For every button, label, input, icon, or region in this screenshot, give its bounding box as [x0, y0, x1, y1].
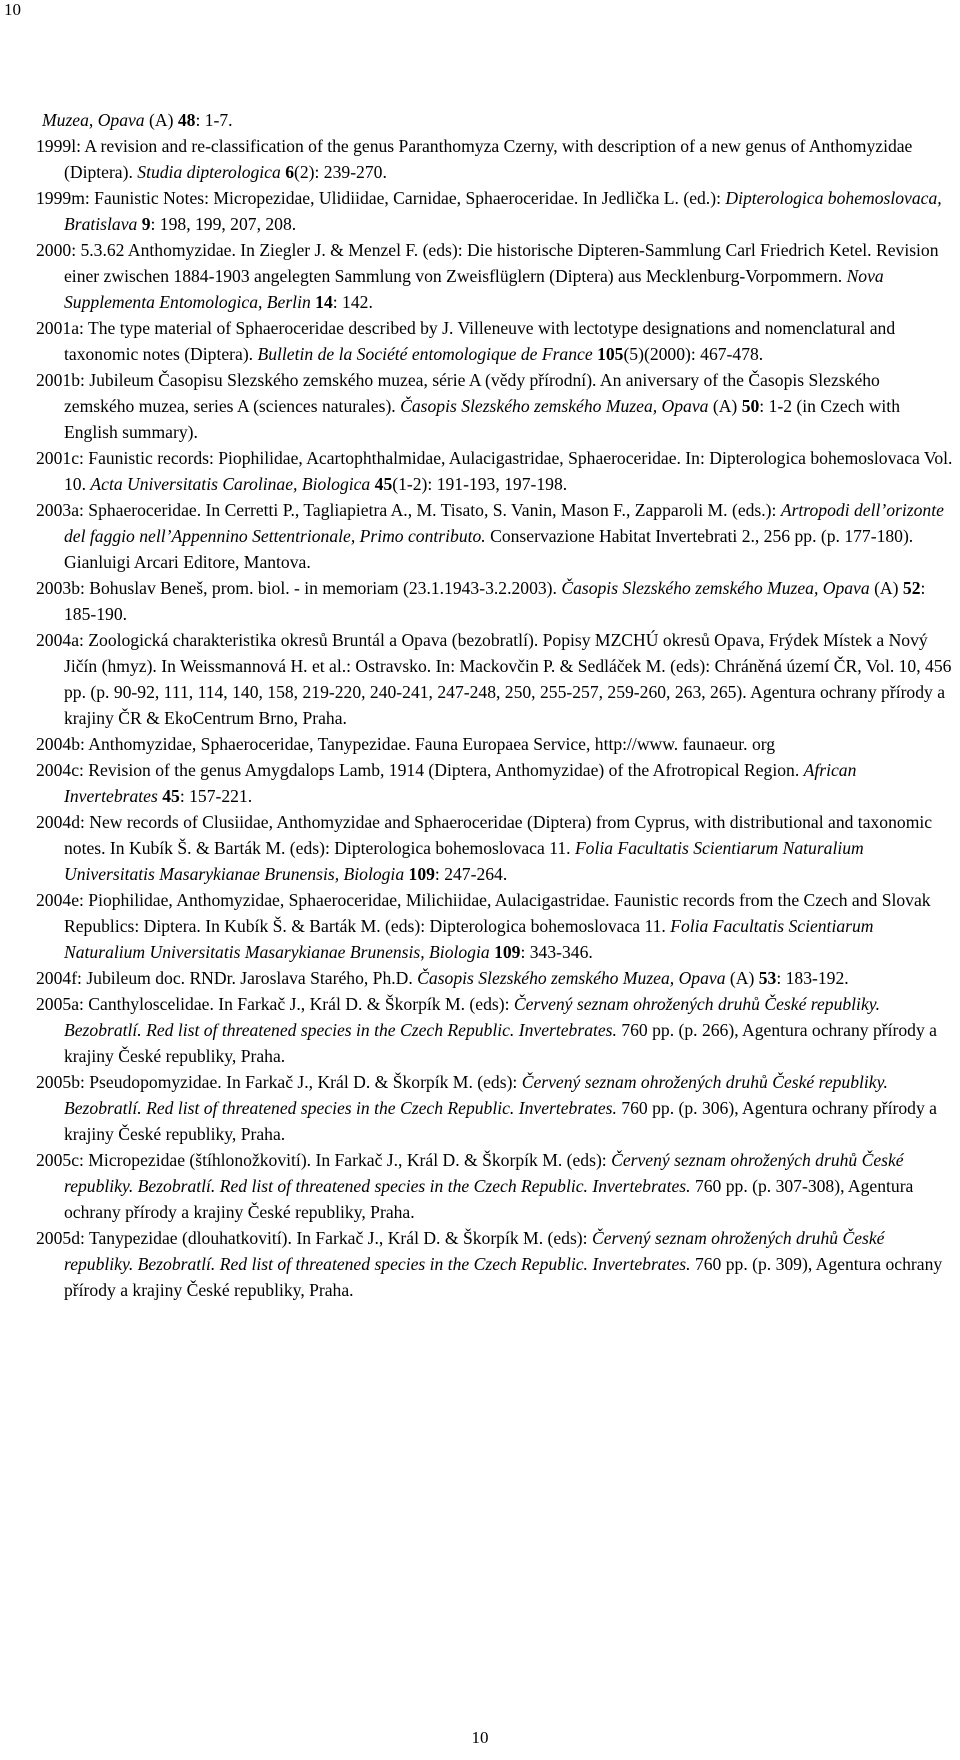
volume-number: 48	[177, 110, 196, 130]
reference-text: 2004c: Revision of the genus Amygdalops Lamb, 1914 (Diptera, Anthomyzidae) of the Afrotropical Region.	[36, 760, 804, 780]
journal-title: Časopis Slezského zemského Muzea, Opava	[400, 396, 709, 416]
reference-text: 2001c: Faunistic records: Piophilidae, Acartophthalmidae, Aulacigastridae, Sphaeroceridae. In: Dipterologica bohemoslovaca Vol. 10.	[36, 448, 953, 494]
volume-number: 14	[315, 292, 333, 312]
reference-text: : 185-190.	[64, 578, 926, 624]
reference-entry	[36, 497, 954, 575]
reference-entry	[36, 1147, 954, 1225]
journal-title: Časopis Slezského zemského Muzea, Opava	[561, 578, 870, 598]
journal-title: Folia Facultatis Scientiarum Naturalium Universitatis Masarykianae Brunensis, Biologia	[64, 916, 874, 962]
journal-title: Studia dipterologica	[137, 162, 281, 182]
reference-text: 2005c: Micropezidae (štíhlonožkovití). In Farkač J., Král D. & Škorpík M. (eds):	[36, 1150, 612, 1170]
reference-text: 760 pp. (p. 266), Agentura ochrany přírody a krajiny České republiky, Praha.	[64, 1020, 937, 1066]
reference-text: : 142.	[332, 292, 373, 312]
reference-entry	[36, 1069, 954, 1147]
reference-entry	[36, 757, 954, 809]
reference-text: 2000: 5.3.62 Anthomyzidae. In Ziegler J. & Menzel F. (eds): Die historische Dipteren-Sammlung Carl Friedrich Ketel. Revision einer zwischen 1884-1903 angelegten Sammlung von Zweisflüglern (Diptera) aus Mecklenburg-Vorpommern.	[36, 240, 939, 286]
journal-title: Muzea, Opava	[42, 110, 145, 130]
reference-text: : 1-7.	[195, 110, 233, 130]
reference-text: 2004f: Jubileum doc. RNDr. Jaroslava Starého, Ph.D.	[36, 968, 418, 988]
reference-entry	[36, 991, 954, 1069]
reference-entry	[36, 315, 954, 367]
reference-text: 2003a: Sphaeroceridae. In Cerretti P., Tagliapietra A., M. Tisato, S. Vanin, Mason F., Zapparoli M. (eds.):	[36, 500, 781, 520]
page-number-top: 10	[4, 0, 21, 19]
volume-number: 45	[374, 474, 393, 494]
journal-title: Časopis Slezského zemského Muzea, Opava	[417, 968, 726, 988]
reference-text: : 157-221.	[179, 786, 253, 806]
reference-entry	[36, 627, 954, 731]
reference-text: : 1-2 (in Czech with English summary).	[64, 396, 900, 442]
reference-entry	[36, 133, 954, 185]
volume-number: 53	[758, 968, 777, 988]
reference-entry	[36, 887, 954, 965]
volume-number: 105	[597, 344, 624, 364]
reference-entry	[36, 965, 954, 991]
reference-text: (A)	[869, 578, 903, 598]
volume-number: 50	[741, 396, 760, 416]
page-number-bottom: 10	[471, 1728, 489, 1747]
volume-number: 9	[141, 214, 151, 234]
reference-text: 2004e: Piophilidae, Anthomyzidae, Sphaeroceridae, Milichiidae, Aulacigastridae. Faunistic records from the Czech and Slovak Republics: Diptera. In Kubík Š. & Barták M. (eds): Dipterologica bohemoslovaca 11.	[36, 890, 931, 936]
journal-title: Acta Universitatis Carolinae, Biologica	[90, 474, 371, 494]
reference-text: 1999m: Faunistic Notes: Micropezidae, Ulidiidae, Carnidae, Sphaeroceridae. In Jedlička L. (ed.):	[36, 188, 726, 208]
reference-entry	[36, 237, 954, 315]
reference-text: : 247-264.	[434, 864, 508, 884]
reference-text: : 198, 199, 207, 208.	[150, 214, 297, 234]
reference-text: : 343-346.	[520, 942, 593, 962]
reference-text: 2004d: New records of Clusiidae, Anthomyzidae and Sphaeroceridae (Diptera) from Cyprus, with distributional and taxonomic notes. In Kubík Š. & Barták M. (eds): Dipterologica bohemoslovaca 11.	[36, 812, 933, 858]
reference-entry	[36, 731, 954, 757]
reference-text: 760 pp. (p. 306), Agentura ochrany přírody a krajiny České republiky, Praha.	[64, 1098, 937, 1144]
reference-text: 2001a: The type material of Sphaeroceridae described by J. Villeneuve with lectotype designations and nomenclatural and taxonomic notes (Diptera).	[36, 318, 896, 364]
journal-title: Červený seznam ohrožených druhů České republiky. Bezobratlí. Red list of threatened species in the Czech Republic. Invertebrates.	[64, 1228, 885, 1274]
reference-entry	[36, 1225, 954, 1303]
reference-text: (1-2): 191-193, 197-198.	[392, 474, 568, 494]
reference-text: (A)	[725, 968, 759, 988]
volume-number: 109	[494, 942, 521, 962]
reference-entry	[36, 367, 954, 445]
journal-title: Bulletin de la Société entomologique de France	[257, 344, 593, 364]
reference-list	[36, 107, 954, 1303]
reference-text: Conservazione Habitat Invertebrati 2., 256 pp. (p. 177-180). Gianluigi Arcari Editore, Mantova.	[64, 526, 914, 572]
reference-text: 2005d: Tanypezidae (dlouhatkovití). In Farkač J., Král D. & Škorpík M. (eds):	[36, 1228, 592, 1248]
journal-title: Nova Supplementa Entomologica, Berlin	[64, 266, 884, 312]
reference-entry	[36, 575, 954, 627]
reference-entry	[36, 809, 954, 887]
volume-number: 6	[285, 162, 294, 182]
journal-title: African Invertebrates	[64, 760, 857, 806]
reference-entry	[36, 107, 954, 133]
journal-title: Červený seznam ohrožených druhů České republiky. Bezobratlí. Red list of threatened species in the Czech Republic. Invertebrates.	[64, 994, 880, 1040]
journal-title: Dipterologica bohemoslovaca, Bratislava	[64, 188, 942, 234]
reference-text: 2005b: Pseudopomyzidae. In Farkač J., Král D. & Škorpík M. (eds):	[36, 1072, 522, 1092]
reference-text: 760 pp. (p. 307-308), Agentura ochrany přírody a krajiny České republiky, Praha.	[64, 1176, 914, 1222]
journal-title: Artropodi dell’orizonte del faggio nell’Appennino Settentrionale, Primo contributo.	[64, 500, 944, 546]
reference-text: : 183-192.	[776, 968, 849, 988]
reference-text: (A)	[708, 396, 742, 416]
reference-text: 2003b: Bohuslav Beneš, prom. biol. - in memoriam (23.1.1943-3.2.2003).	[36, 578, 562, 598]
reference-text: 2004a: Zoologická charakteristika okresů Bruntál a Opava (bezobratlí). Popisy MZCHÚ okresů Opava, Frýdek Místek a Nový Jičín (hmyz). In Weissmannová H. et al.: Ostravsko. In: Mackovčin P. & Sedláček M. (eds): Chráněná území ČR, Vol. 10, 456 pp. (p. 90-92, 111, 114, 140, 158, 219-220, 240-241, 247-248, 250, 255-257, 259-260, 263, 265). Agentura ochrany přírody a krajiny ČR & EkoCentrum Brno, Praha.	[36, 630, 952, 728]
reference-text: (A)	[144, 110, 178, 130]
volume-number: 52	[902, 578, 921, 598]
reference-text: 2001b: Jubileum Časopisu Slezského zemského muzea, série A (vědy přírodní). An aniversary of the Časopis Slezského zemského muzea, series A (sciences naturales).	[36, 370, 880, 416]
reference-text: 760 pp. (p. 309), Agentura ochrany přírody a krajiny České republiky, Praha.	[64, 1254, 943, 1300]
reference-text: 2005a: Canthyloscelidae. In Farkač J., Král D. & Škorpík M. (eds):	[36, 994, 514, 1014]
reference-entry	[36, 445, 954, 497]
journal-title: Červený seznam ohrožených druhů České republiky. Bezobratlí. Red list of threatened species in the Czech Republic. Invertebrates.	[64, 1072, 888, 1118]
reference-text: 2004b: Anthomyzidae, Sphaeroceridae, Tanypezidae. Fauna Europaea Service, http://www. faunaeur. org	[36, 734, 776, 754]
reference-text: (5)(2000): 467-478.	[623, 344, 764, 364]
reference-entry	[36, 185, 954, 237]
volume-number: 109	[408, 864, 435, 884]
reference-text: (2): 239-270.	[294, 162, 387, 182]
volume-number: 45	[162, 786, 180, 806]
reference-text: 1999l: A revision and re-classification of the genus Paranthomyza Czerny, with description of a new genus of Anthomyzidae (Diptera).	[36, 136, 913, 182]
journal-title: Folia Facultatis Scientiarum Naturalium Universitatis Masarykianae Brunensis, Biologia	[64, 838, 864, 884]
journal-title: Červený seznam ohrožených druhů České republiky. Bezobratlí. Red list of threatened species in the Czech Republic. Invertebrates.	[64, 1150, 904, 1196]
